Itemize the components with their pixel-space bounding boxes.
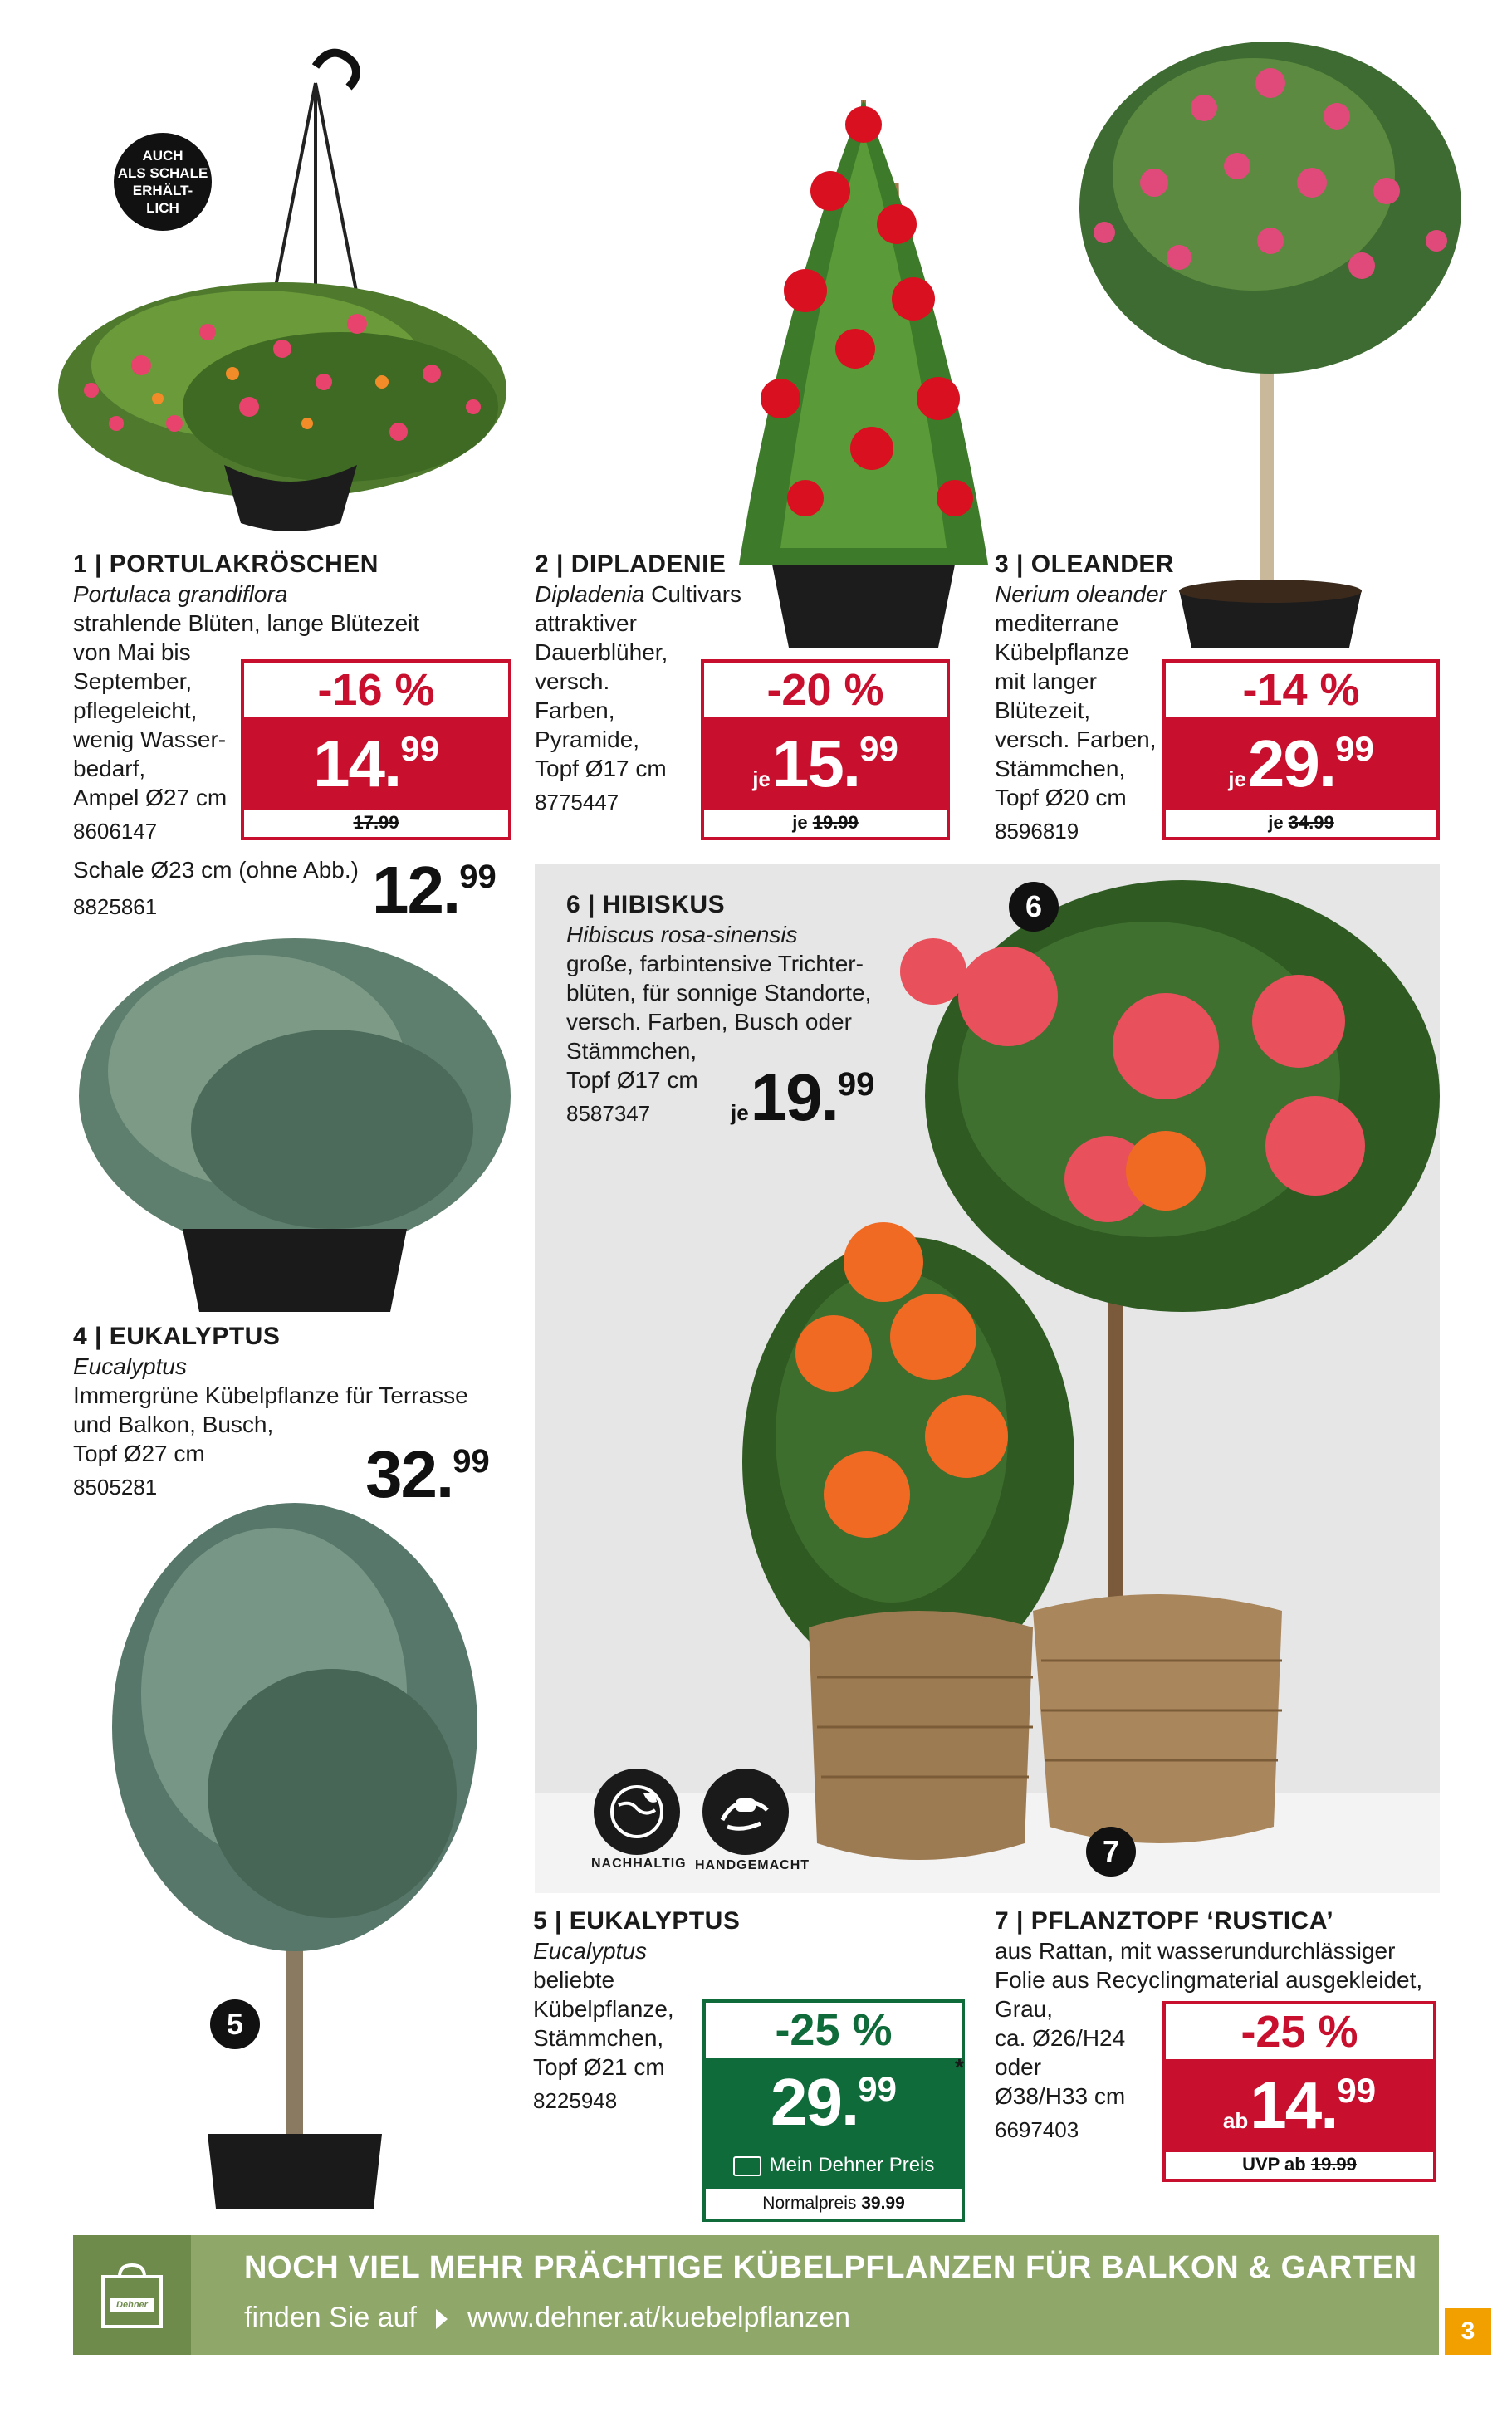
p3-line: versch. Farben,: [995, 727, 1157, 752]
p2-old-price: [704, 809, 947, 837]
p3-line: Topf Ø20 cm: [995, 785, 1127, 810]
p3-title: 3 | OLEANDER: [995, 550, 1175, 578]
p5-normal-price: [706, 2189, 962, 2219]
price-cents: 99: [859, 729, 898, 768]
p3-line: Kübelpflanze: [995, 639, 1129, 665]
p1-title: 1 | PORTULAKRÖSCHEN: [73, 550, 379, 578]
p6-latin-name: Hibiscus rosa-sinensis: [566, 922, 798, 947]
promo-banner[interactable]: [73, 2235, 1439, 2355]
price-integer: 14.: [1250, 2068, 1338, 2142]
banner-sub-prefix: finden Sie auf: [244, 2302, 417, 2333]
price-cents: 99: [453, 1443, 490, 1480]
banner-subline: [244, 2302, 850, 2334]
p7-line: ca. Ø26/H24: [995, 2025, 1126, 2051]
price-cents: 99: [400, 729, 439, 768]
p2-discount: -20 %: [766, 665, 884, 715]
p2-title: 2 | DIPLADENIE: [535, 550, 727, 578]
old-price-value: 19.99: [812, 812, 859, 833]
normal-price-value: 39.99: [861, 2194, 905, 2213]
price-cents: 99: [1335, 729, 1374, 768]
price-from-prefix: ab: [1222, 2108, 1249, 2133]
p2-article-number: 8775447: [535, 790, 619, 815]
p1-line: wenig Wasser-: [73, 727, 227, 752]
p4-line: Topf Ø27 cm: [73, 1441, 205, 1466]
member-price-row: [706, 2154, 962, 2177]
p5-latin-name: Eucalyptus: [533, 1938, 647, 1964]
price-integer: 19.: [750, 1060, 838, 1134]
also-as-bowl-badge: [114, 133, 212, 231]
p5-line: beliebte Kübelpflanze,: [533, 1967, 674, 2022]
p7-old-price: [1166, 2151, 1433, 2179]
product-number-6: 6: [1009, 882, 1059, 932]
p2-line: Pyramide,: [535, 727, 640, 752]
p6-title: 6 | HIBISKUS: [566, 891, 726, 918]
banner-headline: NOCH VIEL MEHR PRÄCHTIGE KÜBELPFLANZEN FÜR BALKON & GARTEN: [244, 2250, 1417, 2285]
p3-latin-name: Nerium oleander: [995, 581, 1167, 607]
p3-old-price: [1166, 809, 1436, 837]
p5-title: 5 | EUKALYPTUS: [533, 1907, 741, 1935]
p2-line: Topf Ø17 cm: [535, 756, 667, 781]
p6-line: Stämmchen,: [566, 1038, 697, 1064]
p5-line: Topf Ø21 cm: [533, 2054, 665, 2080]
p6-line: Topf Ø17 cm: [566, 1067, 698, 1093]
p2-latin-suffix: Cultivars: [644, 581, 742, 607]
p7-line: Grau,: [995, 1996, 1054, 2022]
p5-discount: -25 %: [775, 2005, 893, 2055]
p2-latin-name: Dipladenia: [535, 581, 645, 607]
p1-article-number: 8606147: [73, 819, 158, 844]
p4-title: 4 | EUKALYPTUS: [73, 1323, 281, 1350]
p7-title: 7 | PFLANZTOPF ‘RUSTICA’: [995, 1907, 1334, 1935]
p1-line: pflegeleicht,: [73, 697, 198, 723]
p2-line: versch.: [535, 668, 610, 694]
banner-url-link[interactable]: www.dehner.at/kuebelpflanzen: [467, 2302, 851, 2333]
p1-line: von Mai bis: [73, 639, 191, 665]
p3-sale-price: [1166, 717, 1436, 810]
price-integer: 12.: [372, 853, 460, 927]
p1-line: strahlende Blüten, lange Blütezeit: [73, 610, 420, 636]
price-integer: 29.: [1247, 727, 1336, 800]
p4-line: Immergrüne Kübelpflanze für Terrasse: [73, 1382, 468, 1408]
price-integer: 15.: [771, 727, 860, 800]
p3-line: Blütezeit,: [995, 697, 1091, 723]
p3-line: mediterrane: [995, 610, 1119, 636]
price-cents: 99: [858, 2069, 897, 2108]
globe-leaf-icon: [594, 1769, 680, 1855]
p5-article-number: 8225948: [533, 2088, 618, 2113]
p6-line: große, farbintensive Trichter-: [566, 951, 864, 976]
dipladenia-pyramid-image: [714, 83, 1013, 648]
product-number-5: 5: [210, 1999, 260, 2049]
p3-article-number: 8596819: [995, 819, 1079, 844]
p4-line: und Balkon, Busch,: [73, 1412, 274, 1437]
p5-member-price: [706, 2058, 962, 2189]
shopping-bag-icon: [98, 2262, 166, 2330]
p1-bowl-variant: [73, 855, 359, 922]
badge-line: LICH: [146, 200, 179, 216]
p5-line: Stämmchen,: [533, 2025, 664, 2051]
p3-line: Stämmchen,: [995, 756, 1126, 781]
p6-price: [731, 1060, 875, 1134]
p7-line: Ø38/H33 cm: [995, 2083, 1126, 2109]
portulaca-hanging-basket-image: [42, 33, 523, 531]
p1-bowl-article: 8825861: [73, 894, 158, 919]
p1-sale-price: [244, 717, 508, 810]
dehner-bag-logo: Dehner: [116, 2300, 148, 2310]
price-cents: 99: [1337, 2071, 1377, 2110]
p2-line: Farben,: [535, 697, 615, 723]
p1-bowl-price: [372, 853, 497, 927]
price-each-prefix: je: [1228, 766, 1246, 791]
old-price-prefix: UVP ab: [1242, 2154, 1306, 2175]
old-price-value: 34.99: [1288, 812, 1334, 833]
p3-price-badge: [1162, 659, 1440, 840]
p5-member-price-badge: [702, 1999, 965, 2222]
p4-latin-name: Eucalyptus: [73, 1353, 187, 1379]
handmade-seal: [694, 1765, 810, 1877]
p1-line: September,: [73, 668, 193, 694]
price-each-prefix: je: [752, 766, 771, 791]
badge-line: ALS SCHALE: [117, 165, 208, 181]
old-price-value: 17.99: [353, 812, 399, 833]
p2-price-badge: [701, 659, 950, 840]
p2-sale-price: [704, 717, 947, 810]
eucalyptus-standard-image: [83, 1495, 515, 2209]
arrow-right-icon: [436, 2309, 448, 2329]
old-price-prefix: je: [1268, 812, 1284, 833]
price-cents: 99: [459, 859, 497, 895]
badge-line: AUCH: [142, 148, 183, 164]
p2-line: Dauerblüher,: [535, 639, 668, 665]
p6-line: blüten, für sonnige Standorte,: [566, 980, 872, 1006]
p7-line: Folie aus Recyclingmaterial ausgekleidet,: [995, 1967, 1423, 1993]
p4-article-number: 8505281: [73, 1475, 158, 1500]
old-price-prefix: je: [792, 812, 808, 833]
p1-line: Ampel Ø27 cm: [73, 785, 228, 810]
p7-line: aus Rattan, mit wasserundurchlässiger: [995, 1938, 1396, 1964]
p1-price-badge: [241, 659, 511, 840]
shopping-bag-box: [73, 2235, 191, 2355]
p1-bowl-line: Schale Ø23 cm (ohne Abb.): [73, 857, 359, 883]
member-price-label: Mein Dehner Preis: [769, 2154, 935, 2176]
p1-discount: -16 %: [317, 665, 435, 715]
badge-line: ERHÄLT-: [132, 183, 193, 198]
hands-icon: [702, 1769, 789, 1855]
handmade-label: HANDGEMACHT: [694, 1858, 810, 1872]
p1-latin-name: Portulaca grandiflora: [73, 581, 288, 607]
p5-asterisk: *: [955, 2054, 964, 2080]
old-price-value: 19.99: [1310, 2154, 1357, 2175]
price-integer: 14.: [313, 727, 401, 800]
p3-discount: -14 %: [1242, 665, 1360, 715]
p4-price: [365, 1437, 490, 1511]
p2-line: attraktiver: [535, 610, 637, 636]
price-integer: 29.: [771, 2065, 859, 2139]
product-number-7: 7: [1086, 1827, 1136, 1877]
p7-discount: -25 %: [1240, 2007, 1358, 2057]
p1-old-price: [244, 809, 508, 837]
eucalyptus-bush-image: [58, 930, 531, 1312]
p7-price-badge: [1162, 2001, 1436, 2182]
p6-article-number: 8587347: [566, 1101, 651, 1126]
sustainable-label: NACHHALTIG: [591, 1857, 687, 1871]
price-integer: 32.: [365, 1437, 453, 1511]
p7-sale-price: [1166, 2059, 1433, 2152]
p3-line: mit langer: [995, 668, 1097, 694]
price-cents: 99: [837, 1066, 875, 1103]
p6-line: versch. Farben, Busch oder: [566, 1009, 852, 1035]
member-card-icon: [733, 2156, 761, 2176]
p7-line: oder: [995, 2054, 1042, 2080]
sustainable-seal: [591, 1769, 687, 1877]
price-each-prefix: je: [731, 1100, 749, 1125]
normal-price-label: Normalpreis: [762, 2194, 857, 2213]
p1-line: bedarf,: [73, 756, 146, 781]
p7-article-number: 6697403: [995, 2117, 1079, 2142]
page-number: 3: [1445, 2308, 1491, 2355]
